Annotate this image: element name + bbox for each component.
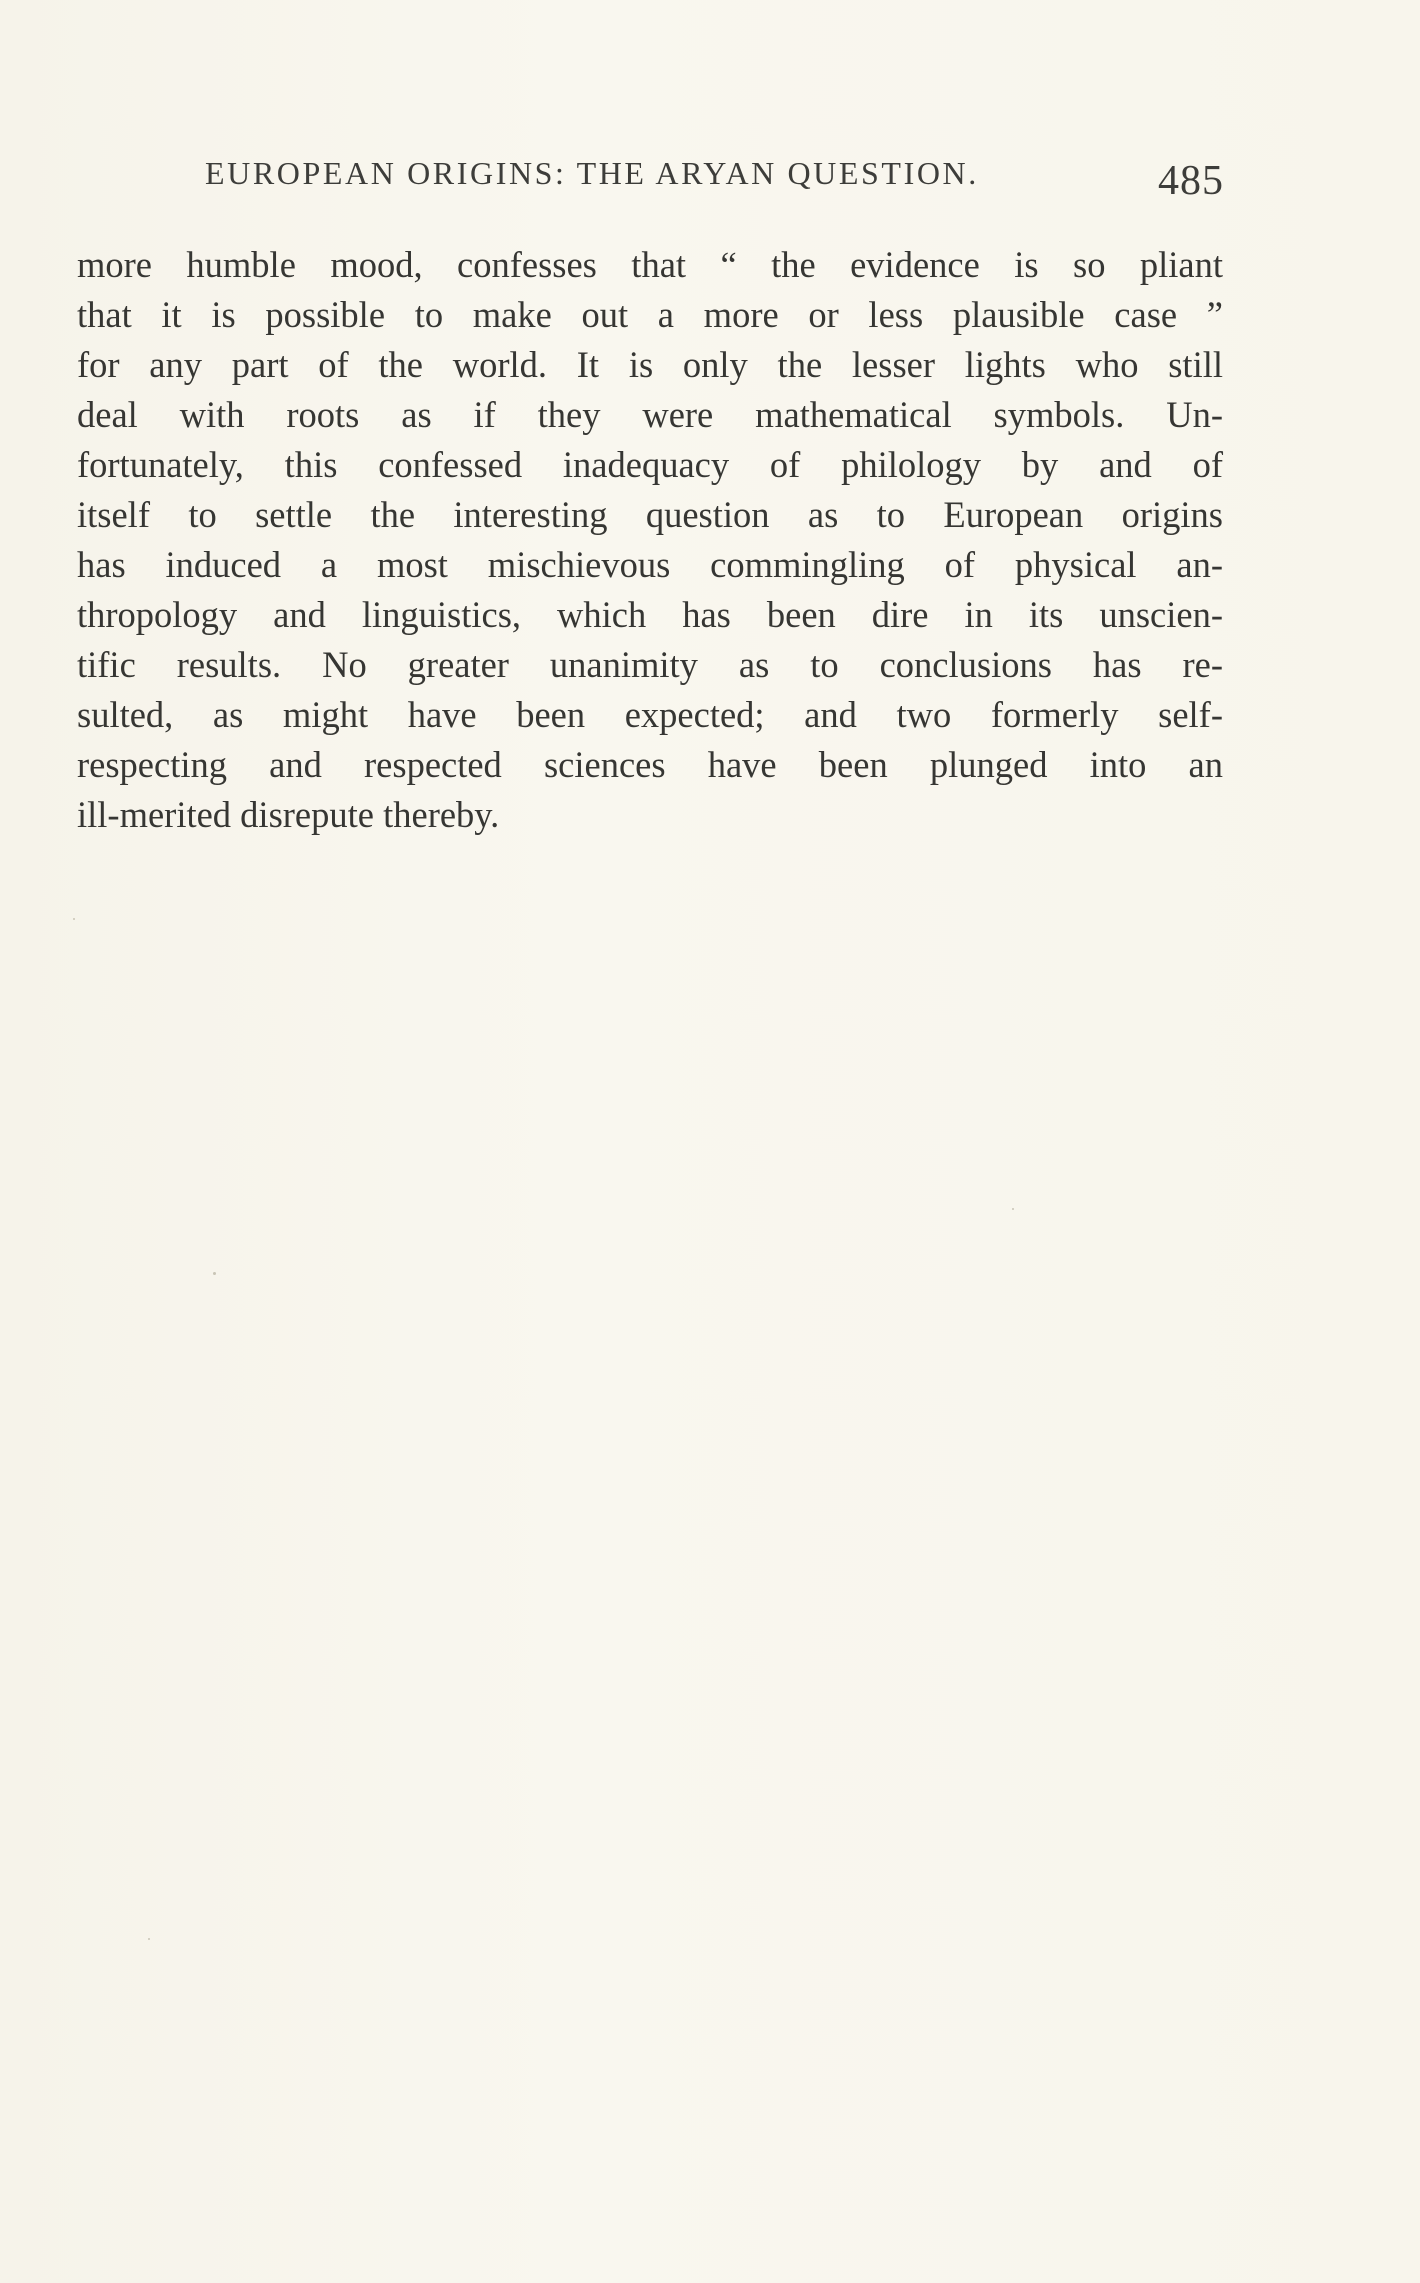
paper-speck [213,1272,216,1275]
running-head: EUROPEAN ORIGINS: THE ARYAN QUESTION. [205,155,979,191]
text-line: more humble mood, confesses that “ the evidence is so pliant [77,244,1223,285]
body-paragraph [77,240,1223,840]
text-line: tific results. No greater unanimity as to conclusions has re- [77,644,1223,685]
paper-speck [73,918,75,920]
text-line: sulted, as might have been expected; and two formerly self- [77,694,1223,735]
text-line: itself to settle the interesting question as to European origins [77,494,1223,535]
paper-speck [1012,1208,1014,1210]
page-number: 485 [1158,158,1224,204]
text-line: deal with roots as if they were mathematical symbols. Un- [77,394,1223,435]
paper-speck [148,1938,150,1940]
text-line: has induced a most mischievous commingling of physical an- [77,544,1223,585]
text-line: for any part of the world. It is only the lesser lights who still [77,344,1223,385]
text-line: respecting and respected sciences have been plunged into an [77,744,1223,785]
text-line: ill-merited disrepute thereby. [77,794,500,835]
text-line: thropology and linguistics, which has been dire in its unscien- [77,594,1223,635]
text-line: fortunately, this confessed inadequacy of philology by and of [77,444,1223,485]
text-line: that it is possible to make out a more or less plausible case ” [77,294,1223,335]
